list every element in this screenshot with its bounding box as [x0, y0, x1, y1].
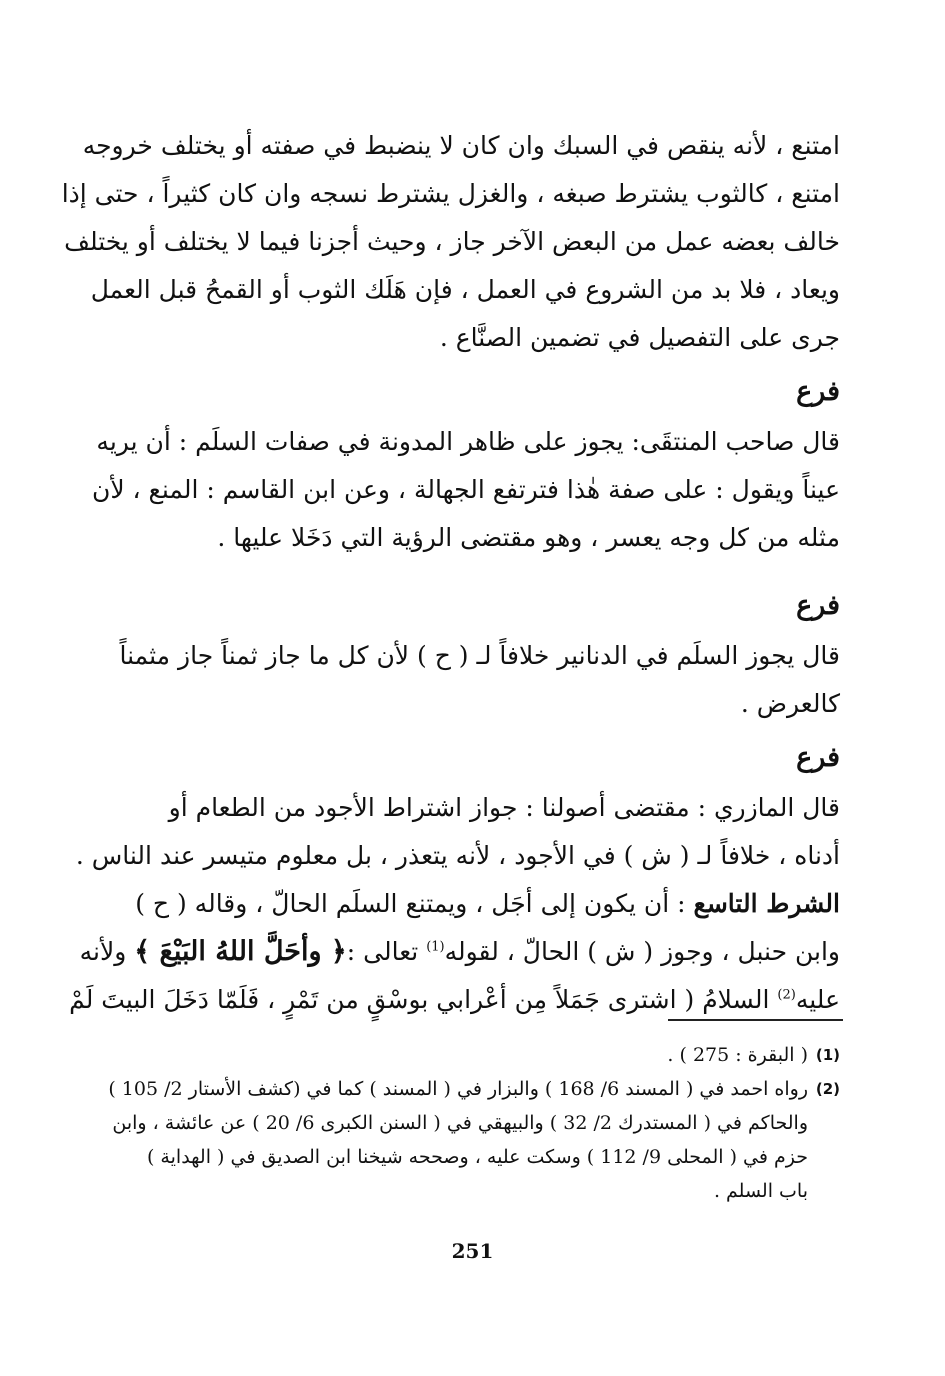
footnote-number: (2) — [815, 1080, 840, 1098]
footnote-1 — [160, 1038, 840, 1072]
text-line: قال يجوز السلَم في الدنانير خلافاً لـ ( ح ) لأن كل ما جاز ثمناً جاز مثمناً — [119, 641, 840, 670]
text-span: وابن حنبل ، وجوز ( ش ) الحالّ ، لقوله — [444, 937, 840, 966]
section-heading: فرع — [796, 376, 840, 407]
footnote-body — [160, 1038, 808, 1072]
paragraph-3 — [119, 632, 840, 728]
footnote-line: رواه احمد في ( المسند 6/ 168 ) والبزار في ( المسند ) كما في (كشف الأستار 2/ 105 ) — [108, 1078, 808, 1100]
text-line: قال صاحب المنتقَى: يجوز على ظاهر المدونة في صفات السلَم : أن يريه — [96, 427, 840, 456]
text-line: ويعاد ، فلا بد من الشروع في العمل ، فإن هَلَك الثوب أو القمحُ قبل العمل — [90, 275, 840, 304]
text-line: خالف بعضه عمل من البعض الآخر جاز ، وحيث أجزنا فيما لا يختلف أو يختلف — [64, 227, 840, 256]
section-heading: فرع — [796, 590, 840, 621]
text-line: عيناً ويقول : على صفة هٰذا فترتفع الجهالة ، وعن ابن القاسم : المنع ، لأن — [91, 475, 840, 504]
footnote-divider — [668, 1019, 843, 1021]
paragraph-2 — [91, 418, 840, 562]
text-span: تعالى : — [346, 937, 427, 966]
text-line — [69, 976, 840, 1024]
footnote-line: ( البقرة : 275 ) . — [667, 1044, 808, 1066]
text-span: : أن يكون إلى أجَل ، ويمتنع السلَم الحالّ ، وقاله ( ح ) — [135, 889, 694, 918]
footnote-line: باب السلم . — [713, 1180, 808, 1202]
footnote-number: (1) — [815, 1046, 840, 1064]
footnotes — [108, 1038, 840, 1208]
text-line: امتنع ، لأنه ينقص في السبك وان كان لا ينضبط في صفته أو يختلف خروجه — [82, 131, 840, 160]
section-heading: فرع — [796, 742, 840, 773]
text-line: مثله من كل وجه يعسر ، وهو مقتضى الرؤية التي دَخَلا عليها . — [217, 523, 840, 552]
paragraph-1 — [61, 122, 840, 362]
text-line: كالعرض . — [740, 689, 840, 718]
text-span: ولأنه — [79, 937, 135, 966]
footnote-body — [108, 1072, 808, 1208]
condition-title: الشرط التاسع — [693, 889, 840, 918]
paragraph-5 — [69, 880, 840, 1024]
text-line: أدناه ، خلافاً لـ ( ش ) في الأجود ، لأنه يتعذر ، بل معلوم متيسر عند الناس . — [75, 841, 840, 870]
text-line: قال المازري : مقتضى أصولنا : جواز اشتراط الأجود من الطعام أو — [168, 793, 840, 822]
text-line — [79, 928, 840, 976]
footnote-ref-1[interactable]: (1) — [426, 939, 445, 955]
text-span: عليه — [795, 985, 840, 1014]
text-span: السلامُ ( اشترى جَمَلاً مِن أعْرابي بوسْقٍ من تَمْرٍ ، فَلَمّا دَخَلَ البيتَ لَمْ — [69, 985, 778, 1014]
footnote-2 — [108, 1072, 840, 1208]
text-line: جرى على التفصيل في تضمين الصنَّاع . — [439, 323, 840, 352]
paragraph-4 — [75, 784, 840, 880]
main-text — [61, 122, 840, 1024]
footnote-line: والحاكم في ( المستدرك 2/ 32 ) والبيهقي في ( السنن الكبرى 6/ 20 ) عن عائشة ، وابن — [112, 1112, 808, 1134]
footnote-line: حزم في ( المحلى 9/ 112 ) وسكت عليه ، وصححه شيخنا ابن الصديق في ( الهداية ) — [146, 1146, 808, 1168]
footnote-ref-2[interactable]: (2) — [777, 987, 796, 1003]
text-line: امتنع ، كالثوب يشترط صبغه ، والغزل يشترط نسجه وان كان كثيراً ، حتى إذا — [61, 179, 840, 208]
quran-verse: ﴿ وأحَلَّ اللهُ البَيْعَ ﴾ — [134, 936, 347, 967]
page-number: 251 — [451, 1239, 494, 1263]
text-line — [135, 880, 840, 928]
